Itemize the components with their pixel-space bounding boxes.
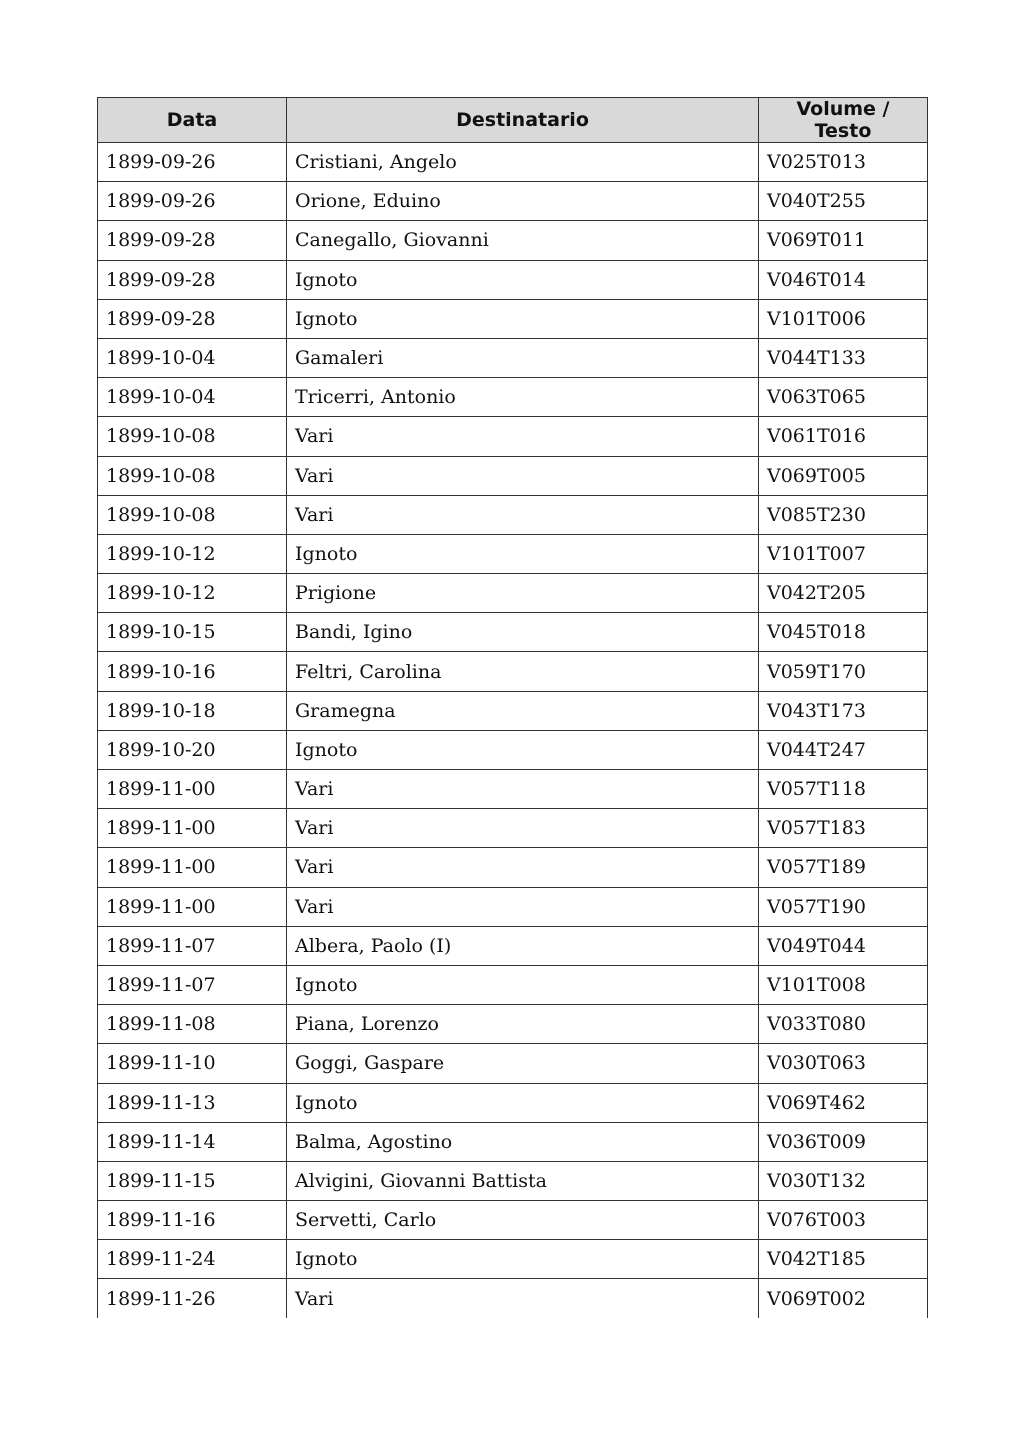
cell-destinatario: Ignoto xyxy=(287,1083,759,1122)
cell-destinatario: Vari xyxy=(287,417,759,456)
cell-volume-testo: V101T008 xyxy=(759,965,928,1004)
table-row xyxy=(98,770,928,809)
cell-destinatario: Vari xyxy=(287,495,759,534)
table-row xyxy=(98,260,928,299)
cell-volume-testo: V044T133 xyxy=(759,338,928,377)
table-row xyxy=(98,338,928,377)
table-row xyxy=(98,143,928,182)
cell-volume-testo: V069T002 xyxy=(759,1279,928,1318)
cell-destinatario: Vari xyxy=(287,770,759,809)
cell-volume-testo: V069T462 xyxy=(759,1083,928,1122)
cell-data: 1899-11-24 xyxy=(98,1240,287,1279)
cell-volume-testo: V030T063 xyxy=(759,1044,928,1083)
cell-volume-testo: V057T190 xyxy=(759,887,928,926)
cell-volume-testo: V042T205 xyxy=(759,574,928,613)
cell-volume-testo: V030T132 xyxy=(759,1161,928,1200)
table-row xyxy=(98,1083,928,1122)
cell-destinatario: Ignoto xyxy=(287,299,759,338)
table-row xyxy=(98,1161,928,1200)
cell-destinatario: Gamaleri xyxy=(287,338,759,377)
cell-destinatario: Vari xyxy=(287,848,759,887)
cell-destinatario: Bandi, Igino xyxy=(287,613,759,652)
cell-data: 1899-10-08 xyxy=(98,417,287,456)
cell-data: 1899-10-08 xyxy=(98,456,287,495)
cell-volume-testo: V045T018 xyxy=(759,613,928,652)
cell-volume-testo: V063T065 xyxy=(759,378,928,417)
header-volume-testo: Volume / Testo xyxy=(759,98,928,143)
cell-volume-testo: V059T170 xyxy=(759,652,928,691)
header-destinatario: Destinatario xyxy=(287,98,759,143)
cell-data: 1899-10-15 xyxy=(98,613,287,652)
cell-data: 1899-11-00 xyxy=(98,770,287,809)
cell-volume-testo: V049T044 xyxy=(759,926,928,965)
table-row xyxy=(98,965,928,1004)
cell-destinatario: Ignoto xyxy=(287,730,759,769)
cell-data: 1899-11-08 xyxy=(98,1005,287,1044)
cell-data: 1899-10-04 xyxy=(98,378,287,417)
cell-destinatario: Ignoto xyxy=(287,1240,759,1279)
cell-volume-testo: V061T016 xyxy=(759,417,928,456)
cell-volume-testo: V036T009 xyxy=(759,1122,928,1161)
cell-data: 1899-10-04 xyxy=(98,338,287,377)
cell-destinatario: Goggi, Gaspare xyxy=(287,1044,759,1083)
table-row xyxy=(98,613,928,652)
cell-data: 1899-10-20 xyxy=(98,730,287,769)
cell-volume-testo: V057T189 xyxy=(759,848,928,887)
table-row xyxy=(98,1005,928,1044)
table-row xyxy=(98,534,928,573)
table-row xyxy=(98,456,928,495)
cell-destinatario: Ignoto xyxy=(287,965,759,1004)
table-row xyxy=(98,848,928,887)
cell-data: 1899-11-14 xyxy=(98,1122,287,1161)
cell-data: 1899-11-00 xyxy=(98,848,287,887)
cell-destinatario: Ignoto xyxy=(287,260,759,299)
cell-data: 1899-10-16 xyxy=(98,652,287,691)
table-row xyxy=(98,1122,928,1161)
table-row xyxy=(98,417,928,456)
cell-data: 1899-10-12 xyxy=(98,534,287,573)
cell-destinatario: Balma, Agostino xyxy=(287,1122,759,1161)
cell-data: 1899-09-28 xyxy=(98,221,287,260)
cell-destinatario: Vari xyxy=(287,1279,759,1318)
table-row xyxy=(98,926,928,965)
cell-volume-testo: V101T007 xyxy=(759,534,928,573)
cell-destinatario: Vari xyxy=(287,456,759,495)
cell-destinatario: Canegallo, Giovanni xyxy=(287,221,759,260)
cell-data: 1899-09-26 xyxy=(98,182,287,221)
cell-volume-testo: V069T005 xyxy=(759,456,928,495)
cell-volume-testo: V025T013 xyxy=(759,143,928,182)
table-row xyxy=(98,1044,928,1083)
cell-data: 1899-11-00 xyxy=(98,887,287,926)
cell-volume-testo: V033T080 xyxy=(759,1005,928,1044)
table-row xyxy=(98,221,928,260)
cell-data: 1899-11-00 xyxy=(98,809,287,848)
table-row xyxy=(98,887,928,926)
cell-destinatario: Alvigini, Giovanni Battista xyxy=(287,1161,759,1200)
cell-data: 1899-11-07 xyxy=(98,965,287,1004)
table-row xyxy=(98,378,928,417)
cell-destinatario: Cristiani, Angelo xyxy=(287,143,759,182)
cell-volume-testo: V057T183 xyxy=(759,809,928,848)
cell-destinatario: Servetti, Carlo xyxy=(287,1201,759,1240)
header-data: Data xyxy=(98,98,287,143)
cell-data: 1899-10-18 xyxy=(98,691,287,730)
table-row xyxy=(98,652,928,691)
cell-volume-testo: V042T185 xyxy=(759,1240,928,1279)
cell-data: 1899-11-07 xyxy=(98,926,287,965)
table-row xyxy=(98,691,928,730)
cell-data: 1899-11-26 xyxy=(98,1279,287,1318)
cell-data: 1899-11-10 xyxy=(98,1044,287,1083)
cell-volume-testo: V101T006 xyxy=(759,299,928,338)
letters-table xyxy=(97,97,928,1318)
cell-data: 1899-11-16 xyxy=(98,1201,287,1240)
cell-data: 1899-11-15 xyxy=(98,1161,287,1200)
table-row xyxy=(98,182,928,221)
table-row xyxy=(98,1201,928,1240)
cell-volume-testo: V043T173 xyxy=(759,691,928,730)
table-row xyxy=(98,495,928,534)
cell-data: 1899-09-28 xyxy=(98,299,287,338)
cell-destinatario: Ignoto xyxy=(287,534,759,573)
cell-data: 1899-09-26 xyxy=(98,143,287,182)
cell-data: 1899-11-13 xyxy=(98,1083,287,1122)
cell-destinatario: Orione, Eduino xyxy=(287,182,759,221)
cell-destinatario: Piana, Lorenzo xyxy=(287,1005,759,1044)
table-row xyxy=(98,730,928,769)
cell-data: 1899-09-28 xyxy=(98,260,287,299)
table-header-row xyxy=(98,98,928,143)
cell-volume-testo: V057T118 xyxy=(759,770,928,809)
cell-volume-testo: V085T230 xyxy=(759,495,928,534)
table-row xyxy=(98,1279,928,1318)
cell-volume-testo: V044T247 xyxy=(759,730,928,769)
cell-destinatario: Prigione xyxy=(287,574,759,613)
cell-destinatario: Feltri, Carolina xyxy=(287,652,759,691)
table-row xyxy=(98,809,928,848)
cell-destinatario: Vari xyxy=(287,809,759,848)
cell-volume-testo: V046T014 xyxy=(759,260,928,299)
table-row xyxy=(98,299,928,338)
cell-data: 1899-10-12 xyxy=(98,574,287,613)
cell-destinatario: Vari xyxy=(287,887,759,926)
cell-volume-testo: V069T011 xyxy=(759,221,928,260)
cell-destinatario: Albera, Paolo (I) xyxy=(287,926,759,965)
cell-destinatario: Gramegna xyxy=(287,691,759,730)
cell-volume-testo: V076T003 xyxy=(759,1201,928,1240)
table-row xyxy=(98,574,928,613)
table-row xyxy=(98,1240,928,1279)
cell-destinatario: Tricerri, Antonio xyxy=(287,378,759,417)
cell-data: 1899-10-08 xyxy=(98,495,287,534)
cell-volume-testo: V040T255 xyxy=(759,182,928,221)
table-body xyxy=(98,143,928,1319)
